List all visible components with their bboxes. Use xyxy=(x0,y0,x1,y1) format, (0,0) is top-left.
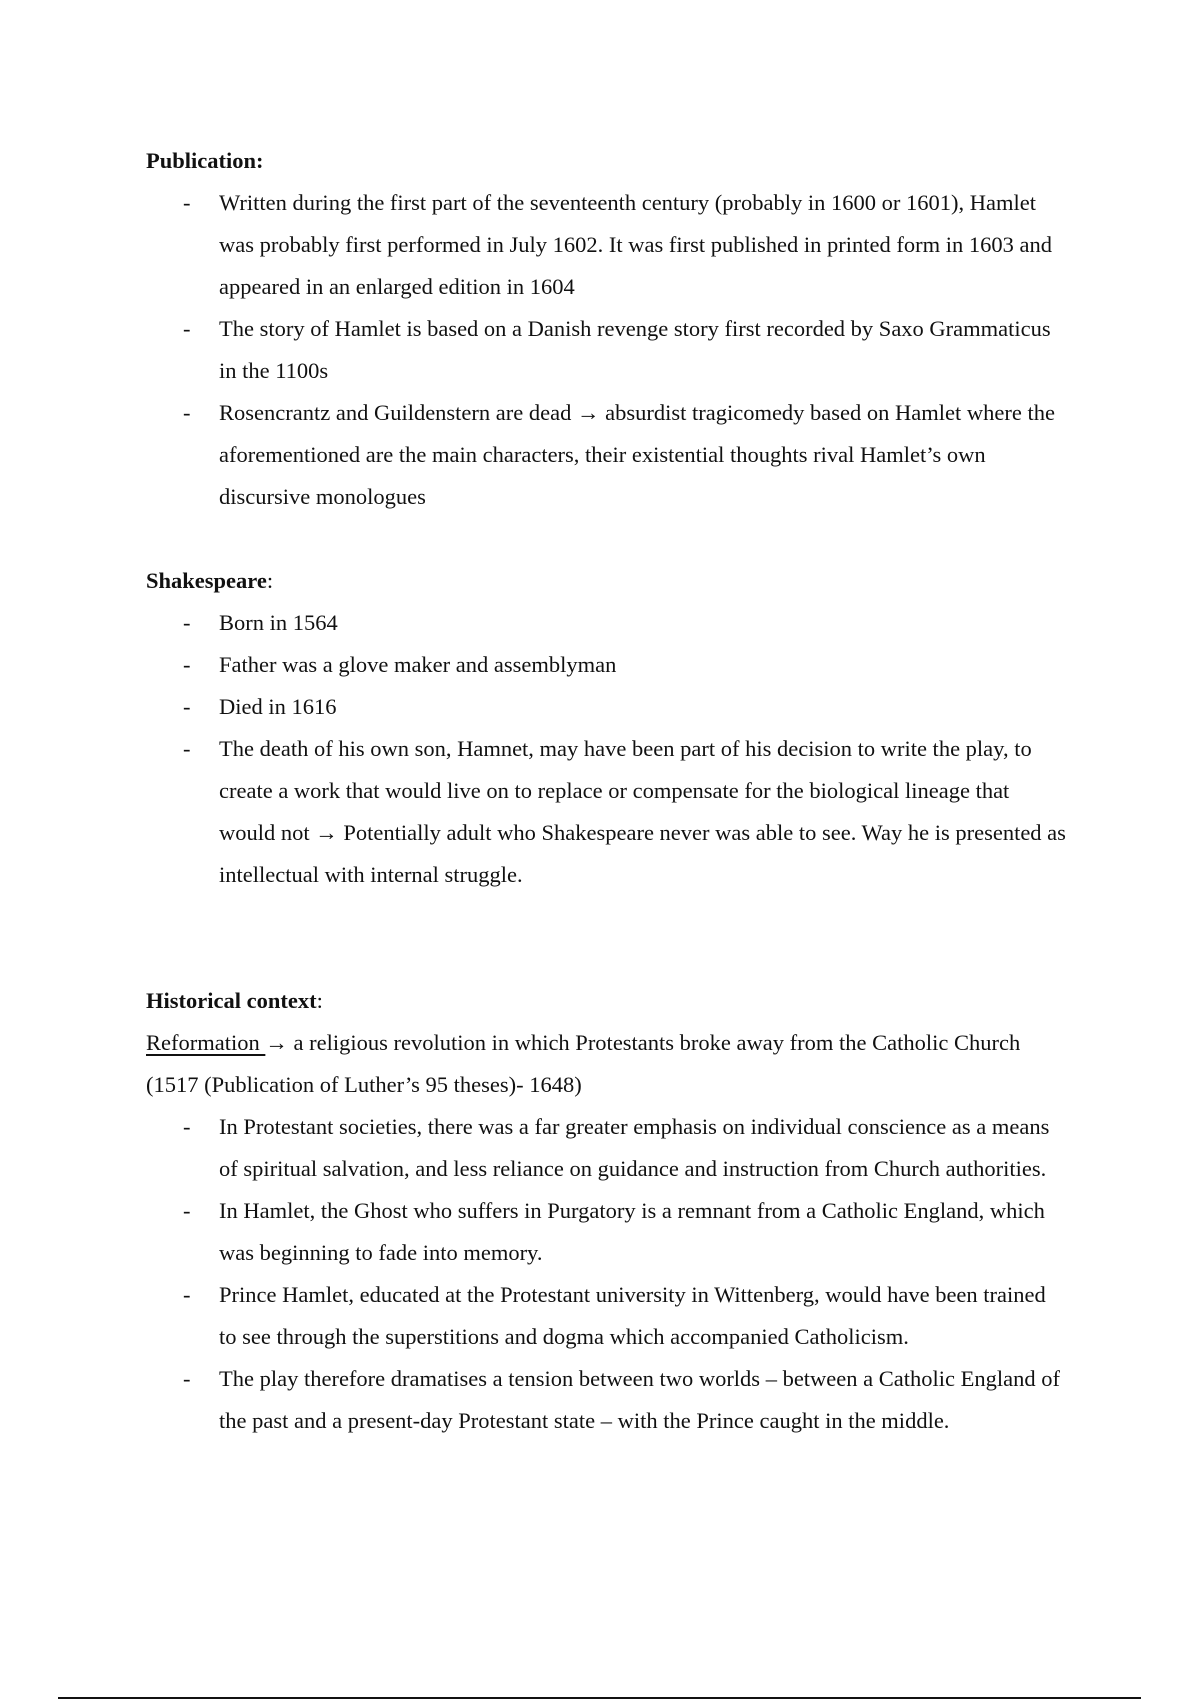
footer-divider xyxy=(58,1697,1141,1699)
shakespeare-list xyxy=(146,602,1066,896)
shakespeare-heading-colon: : xyxy=(266,568,274,593)
list-item-text: Written during the first part of the seventeenth century (probably in 1600 or 1601), Hamlet was probably first performed in July 1602. It was first published in printed form in 1603 and appeared in an enlarged edition in 1604 xyxy=(219,190,1052,299)
list-marker: - xyxy=(183,652,191,677)
list-item-text: The story of Hamlet is based on a Danish revenge story first recorded by Saxo Grammaticus in the 1100s xyxy=(219,316,1051,383)
list-item xyxy=(146,644,1066,686)
publication-heading xyxy=(146,140,1066,182)
list-item xyxy=(146,1190,1066,1274)
reformation-term: Reformation xyxy=(146,1030,266,1055)
list-item-text: In Hamlet, the Ghost who suffers in Purgatory is a remnant from a Catholic England, which was beginning to fade into memory. xyxy=(219,1198,1045,1265)
list-marker: - xyxy=(183,736,191,761)
publication-heading-text: Publication: xyxy=(146,148,264,173)
list-item xyxy=(146,392,1066,518)
historical-context-list xyxy=(146,1106,1066,1442)
list-item-text: Rosencrantz and Guildenstern are dead → absurdist tragicomedy based on Hamlet where the aforementioned are the main characters, their existential thoughts rival Hamlet’s own discursive monologues xyxy=(219,400,1055,509)
list-marker: - xyxy=(183,694,191,719)
shakespeare-heading xyxy=(146,560,1066,602)
list-item-text: Born in 1564 xyxy=(219,610,338,635)
list-item xyxy=(146,1358,1066,1442)
document-content xyxy=(146,140,1066,1442)
list-marker: - xyxy=(183,400,191,425)
list-item-text: Prince Hamlet, educated at the Protestant university in Wittenberg, would have been trained to see through the superstitions and dogma which accompanied Catholicism. xyxy=(219,1282,1046,1349)
list-marker: - xyxy=(183,1282,191,1307)
section-spacer xyxy=(146,518,1066,560)
publication-list xyxy=(146,182,1066,518)
list-item xyxy=(146,602,1066,644)
historical-context-heading xyxy=(146,980,1066,1022)
reformation-paragraph xyxy=(146,1022,1066,1106)
list-item-text: In Protestant societies, there was a far greater emphasis on individual conscience as a means of spiritual salvation, and less reliance on guidance and instruction from Church authorities. xyxy=(219,1114,1050,1181)
list-item xyxy=(146,308,1066,392)
list-marker: - xyxy=(183,610,191,635)
list-item-text: The death of his own son, Hamnet, may have been part of his decision to write the play, to create a work that would live on to replace or compensate for the biological lineage that would not → Potentially adult who Shakespeare never was able to see. Way he is presented as intellectual with internal struggle. xyxy=(219,736,1066,887)
list-marker: - xyxy=(183,190,191,215)
shakespeare-heading-text: Shakespeare xyxy=(146,568,267,593)
historical-context-heading-colon: : xyxy=(316,988,323,1013)
list-item xyxy=(146,686,1066,728)
list-item xyxy=(146,182,1066,308)
list-item xyxy=(146,1106,1066,1190)
list-item xyxy=(146,1274,1066,1358)
list-item-text: The play therefore dramatises a tension between two worlds – between a Catholic England of the past and a present-day Protestant state – with the Prince caught in the middle. xyxy=(219,1366,1060,1433)
shakespeare-section xyxy=(146,560,1066,896)
list-item-text: Father was a glove maker and assemblyman xyxy=(219,652,617,677)
list-marker: - xyxy=(183,1366,191,1391)
list-marker: - xyxy=(183,1114,191,1139)
list-marker: - xyxy=(183,316,191,341)
section-spacer xyxy=(146,896,1066,980)
publication-section xyxy=(146,140,1066,518)
list-marker: - xyxy=(183,1198,191,1223)
historical-context-section xyxy=(146,980,1066,1442)
historical-context-heading-text: Historical context xyxy=(146,988,317,1013)
reformation-definition: → a religious revolution in which Protestants broke away from the Catholic Church (1517 (Publication of Luther’s 95 theses)- 1648) xyxy=(146,1030,1021,1097)
list-item xyxy=(146,728,1066,896)
list-item-text: Died in 1616 xyxy=(219,694,337,719)
